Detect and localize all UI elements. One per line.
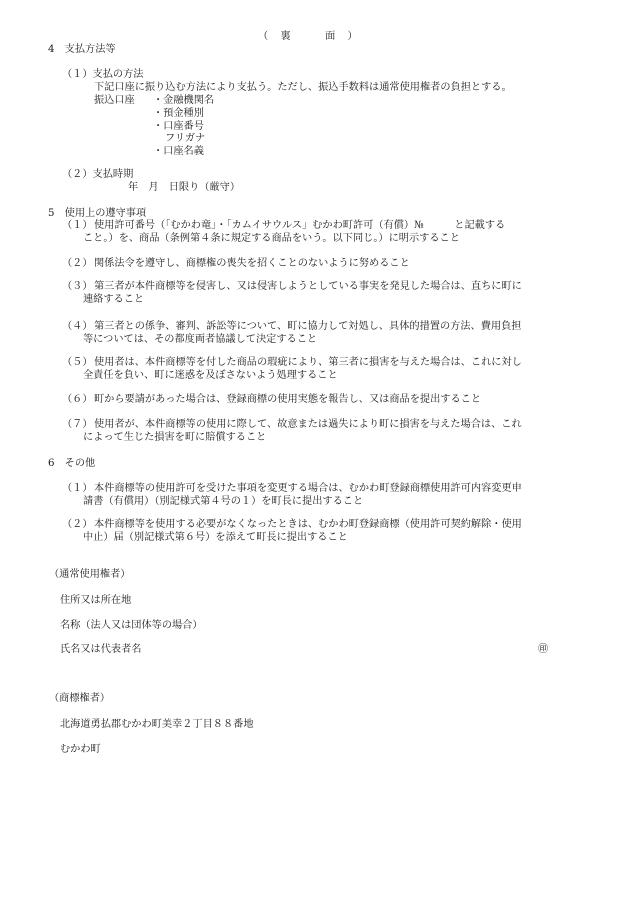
s5-item-4-line2: 等については、その都度両者協議して決定すること [83,334,318,345]
s5-item-5-line1: 使用者は、本件商標等を付した商品の瑕疵により、第三者に損害を与えた場合は、これに対し [94,357,522,368]
licensee-name-label: 名称（法人又は団体等の場合） [60,620,203,631]
account-label: 振込口座 [94,95,135,106]
s5-item-1-line1: 使用許可番号（「むかわ竜」・「カムイサウルス」むかわ町許可（有償）№ と記載する [94,220,506,231]
page-title: （ 裏 面 ） [258,31,359,42]
payment-method-heading: （１）支払の方法 [62,69,144,80]
s6-item-2-line2: 中止）届（別記様式第６号）を添えて町長に提出すること [83,532,348,543]
s5-item-7-line1: 使用者が、本件商標等の使用に際して、故意または過失により町に損害を与えた場合は、これ [94,419,522,430]
field-furigana: フリガナ [165,133,206,144]
s5-item-1-num: （１） [62,220,93,231]
owner-heading: （商標権者） [49,693,111,704]
field-account-number: ・口座番号 [153,121,204,132]
s6-item-1-num: （１） [62,483,93,494]
s5-item-6-line1: 町から要請があった場合は、登録商標の使用実態を報告し、又は商品を提出すること [94,394,482,405]
s6-item-2-num: （２） [62,519,93,530]
payment-method-text: 下記口座に振り込む方法により支払う。ただし、振込手数料は通常使用権者の負担とする。 [94,82,512,93]
s5-item-2-line1: 関係法令を遵守し、商標権の喪失を招くことのないように努めること [94,258,410,269]
payment-timing-heading: （２）支払時期 [62,169,134,180]
s5-item-7-num: （７） [62,419,93,430]
licensee-address-label: 住所又は所在地 [60,595,132,606]
field-account-holder: ・口座名義 [153,146,204,157]
seal-mark-icon: ㊞ [538,644,549,655]
s5-item-3-line2: 連絡すること [83,294,145,305]
s5-item-7-line2: によって生じた損害を町に賠償すること [83,432,267,443]
field-account-type: ・預金種別 [153,108,204,119]
licensee-rep-label: 氏名又は代表者名 [60,644,142,655]
s5-item-1-line2: こと。）を、商品（条例第４条に規定する商品をいう。以下同じ。）に明示すること [83,233,460,244]
s5-item-5-num: （５） [62,357,93,368]
owner-address: 北海道勇払郡むかわ町美幸２丁目８８番地 [60,719,254,730]
payment-timing-text: 年 月 日限り（厳守） [128,182,241,193]
section-5-heading: 5 使用上の遵守事項 [48,208,147,219]
owner-name: むかわ町 [60,744,101,755]
s5-item-6-num: （６） [62,394,93,405]
section-4-heading: 4 支払方法等 [48,44,116,55]
s6-item-1-line1: 本件商標等の使用許可を受けた事項を変更する場合は、むかわ町登録商標使用許可内容変更申 [94,483,522,494]
s5-item-5-line2: 全責任を負い、町に迷惑を及ぼさないよう処理すること [83,370,338,381]
s6-item-2-line1: 本件商標等を使用する必要がなくなったときは、むかわ町登録商標（使用許可契約解除・使用 [94,519,522,530]
s5-item-4-line1: 第三者との係争、審判、訴訟等について、町に協力して対処し、具体的措置の方法、費用負担 [94,321,522,332]
section-6-heading: 6 その他 [48,458,96,469]
licensee-heading: （通常使用権者） [49,569,131,580]
s5-item-2-num: （２） [62,258,93,269]
s6-item-1-line2: 請書（有償用）（別記様式第４号の１）を町長に提出すること [83,496,364,507]
s5-item-3-num: （３） [62,281,93,292]
s5-item-4-num: （４） [62,321,93,332]
s5-item-3-line1: 第三者が本件商標等を侵害し、又は侵害しようとしている事実を発見した場合は、直ちに町に [94,281,522,292]
field-bank-name: ・金融機関名 [153,95,215,106]
